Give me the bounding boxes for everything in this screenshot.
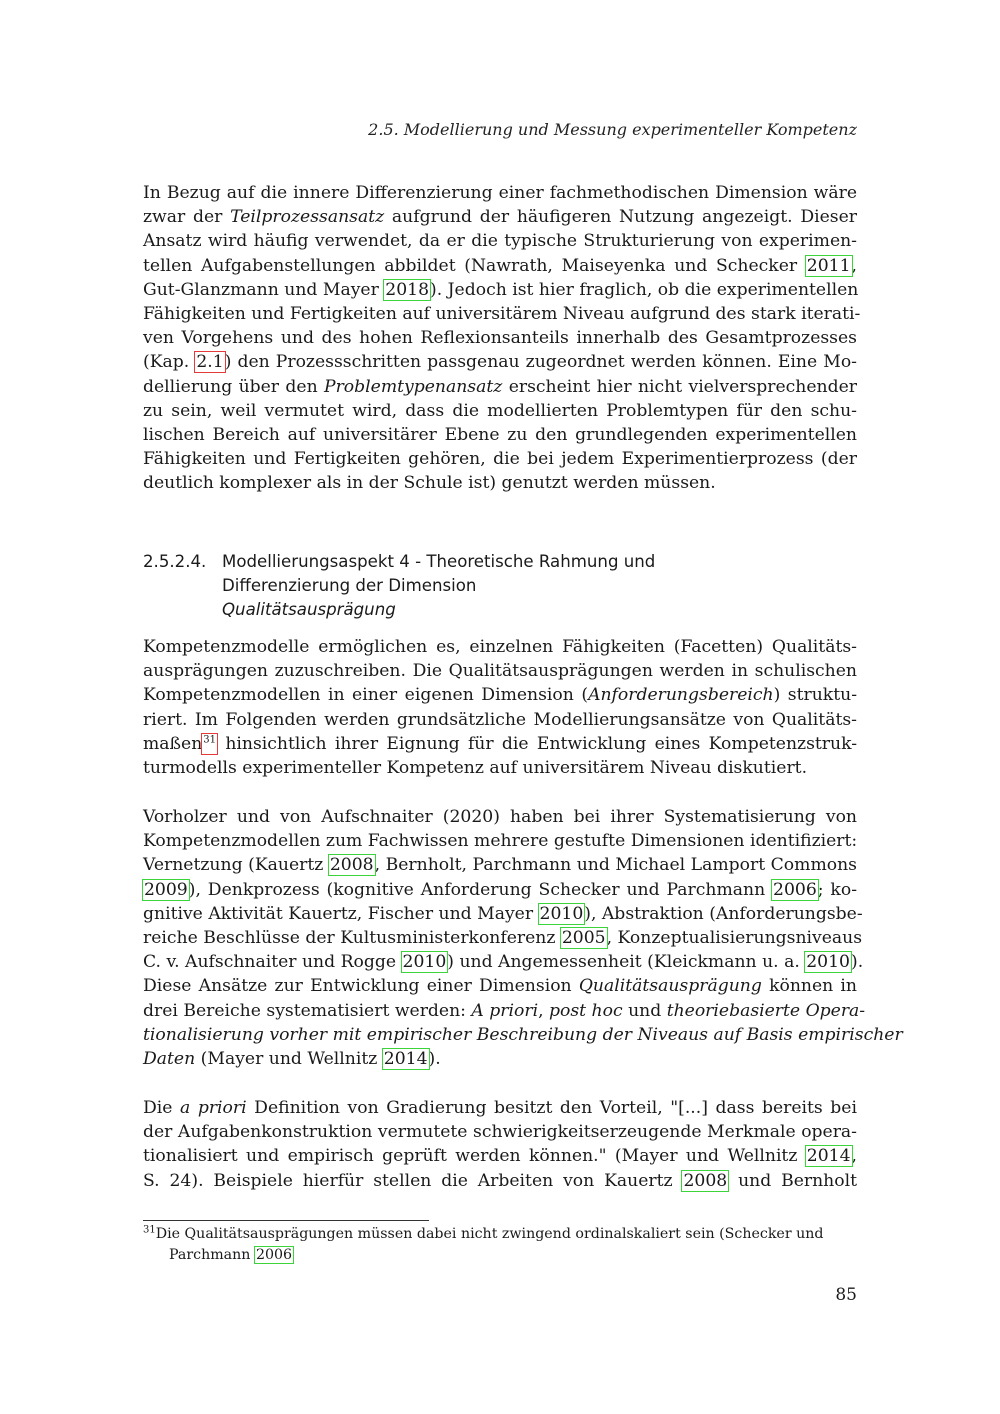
text-line: 2009), Denkprozess (kognitive Anforderung Schecker und Parchmann 2006; ko- bbox=[144, 879, 858, 900]
citation-link[interactable]: 2010 bbox=[539, 903, 584, 924]
text-line: Die a priori Definition von Gradierung besitzt den Vorteil, "[...] dass bereits bei bbox=[143, 1098, 857, 1118]
text-line: Gut-Glanzmann und Mayer 2018). Jedoch ist hier fraglich, ob die experimentellen bbox=[143, 279, 859, 300]
text-line: ven Vorgehens und des hohen Reflexionsanteils innerhalb des Gesamtprozesses bbox=[143, 328, 857, 349]
text-line: dellierung über den Problemtypenansatz erscheint hier nicht vielversprechender bbox=[143, 376, 857, 397]
text-line: Kompetenzmodellen zum Fachwissen mehrere gestufte Dimensionen identifiziert: bbox=[143, 831, 858, 852]
text-line: maßen$^{31}$ hinsichtlich ihrer Eignung für die Entwicklung eines Kompetenzstruk- bbox=[143, 733, 857, 754]
citation-link[interactable]: 2010 bbox=[402, 952, 447, 973]
text-line: Ansatz wird häufig verwendet, da er die typische Strukturierung von experimen- bbox=[143, 231, 857, 252]
text-line: Fähigkeiten und Fertigkeiten gehören, die bei jedem Experimentierprozess (der bbox=[143, 449, 857, 470]
footnote-divider bbox=[143, 1220, 429, 1221]
citation-link[interactable]: 2010 bbox=[806, 952, 850, 973]
text-line: In Bezug auf die innere Differenzierung einer fachmethodischen Dimension wäre bbox=[143, 183, 857, 203]
section-number: 2.5.2.4. bbox=[143, 552, 207, 571]
paragraph-2 bbox=[143, 635, 857, 780]
text-line: lischen Bereich auf universitärer Ebene zu den grundlegenden experimentellen bbox=[143, 425, 857, 446]
text-line: der Aufgabenkonstruktion vermutete schwierigkeitserzeugende Merkmale opera- bbox=[143, 1122, 857, 1143]
page-number: 85 bbox=[835, 1285, 857, 1305]
footnote-reference-link[interactable]: 31 bbox=[202, 734, 217, 754]
citation-link[interactable]: 2018 bbox=[385, 279, 430, 300]
citation-link[interactable]: 2011 bbox=[806, 255, 851, 276]
text-line: drei Bereiche systematisiert werden: A priori, post hoc und theoriebasierte Opera- bbox=[143, 1000, 866, 1021]
paragraph-1 bbox=[143, 181, 861, 496]
text-line: Kompetenzmodelle ermöglichen es, einzelnen Fähigkeiten (Facetten) Qualitäts- bbox=[143, 637, 857, 657]
text-line: turmodells experimenteller Kompetenz auf universitärem Niveau diskutiert. bbox=[143, 758, 808, 779]
text-line: gnitive Aktivität Kauertz, Fischer und Mayer 2010), Abstraktion (Anforderungsbe- bbox=[143, 903, 863, 924]
chapter-reference-link[interactable]: 2.1 bbox=[196, 352, 224, 373]
paragraph-3 bbox=[143, 805, 903, 1071]
text-line: Vernetzung (Kauertz 2008, Bernholt, Parchmann und Michael Lamport Commons bbox=[143, 855, 857, 876]
text-line: ausprägungen zuzuschreiben. Die Qualitätsausprägungen werden in schulischen bbox=[143, 661, 857, 682]
citation-link[interactable]: 2008 bbox=[329, 855, 374, 876]
text-line: Vorholzer und von Aufschnaiter (2020) haben bei ihrer Systematisierung von bbox=[143, 807, 857, 827]
text-line: tellen Aufgabenstellungen abbildet (Nawrath, Maiseyenka und Schecker 2011, bbox=[143, 255, 857, 276]
text-line: zu sein, weil vermutet wird, dass die modellierten Problemtypen für den schu- bbox=[143, 400, 857, 421]
text-line: (Kap. 2.1) den Prozessschritten passgenau zugeordnet werden können. Eine Mo- bbox=[143, 352, 857, 373]
text-line: reiche Beschlüsse der Kultusministerkonferenz 2005, Konzeptualisierungsniveaus bbox=[143, 928, 863, 949]
section-title: Modellierungsaspekt 4 - Theoretische Rahmung und Differenzierung der Dimension Qualitätsausprägung bbox=[222, 552, 656, 619]
footnote: $^{31}$Die Qualitätsausprägungen müssen dabei nicht zwingend ordinalskaliert sein (Schecker und Parchmann 2006 bbox=[143, 1224, 824, 1263]
text-line: tionalisierung vorher mit empirischer Beschreibung der Niveaus auf Basis empirischer bbox=[143, 1024, 903, 1045]
citation-link[interactable]: 2006 bbox=[255, 1247, 293, 1263]
text-line: tionalisiert und empirisch geprüft werden können." (Mayer und Wellnitz 2014, bbox=[143, 1146, 857, 1167]
citation-link[interactable]: 2006 bbox=[773, 879, 817, 900]
citation-link[interactable]: 2005 bbox=[561, 928, 606, 949]
citation-link[interactable]: 2008 bbox=[683, 1170, 728, 1191]
text-line: riert. Im Folgenden werden grundsätzliche Modellierungsansätze von Qualitäts- bbox=[143, 709, 857, 730]
book-page bbox=[143, 0, 903, 1414]
citation-link[interactable]: 2009 bbox=[144, 879, 188, 900]
text-line: zwar der Teilprozessansatz aufgrund der häufigeren Nutzung angezeigt. Dieser bbox=[143, 207, 857, 228]
text-line: Fähigkeiten und Fertigkeiten auf universitärem Niveau aufgrund des stark iterati- bbox=[143, 304, 861, 325]
paragraph-4 bbox=[143, 1096, 857, 1193]
text-line: deutlich komplexer als in der Schule ist) genutzt werden müssen. bbox=[143, 473, 716, 494]
text-line: Kompetenzmodellen in einer eigenen Dimension (Anforderungsbereich) struktu- bbox=[143, 685, 857, 706]
text-line: C. v. Aufschnaiter und Rogge 2010) und Angemessenheit (Kleickmann u. a. 2010). bbox=[143, 952, 864, 973]
text-line: S. 24). Beispiele hierfür stellen die Arbeiten von Kauertz 2008 und Bernholt bbox=[143, 1170, 857, 1191]
running-header: 2.5. Modellierung und Messung experimenteller Kompetenz bbox=[368, 120, 857, 139]
text-line: Daten (Mayer und Wellnitz 2014). bbox=[143, 1049, 441, 1070]
footnote-mark: 31 bbox=[143, 1224, 156, 1236]
citation-link[interactable]: 2014 bbox=[806, 1146, 851, 1167]
citation-link[interactable]: 2014 bbox=[383, 1049, 428, 1070]
text-line: Diese Ansätze zur Entwicklung einer Dimension Qualitätsausprägung können in bbox=[143, 976, 857, 997]
